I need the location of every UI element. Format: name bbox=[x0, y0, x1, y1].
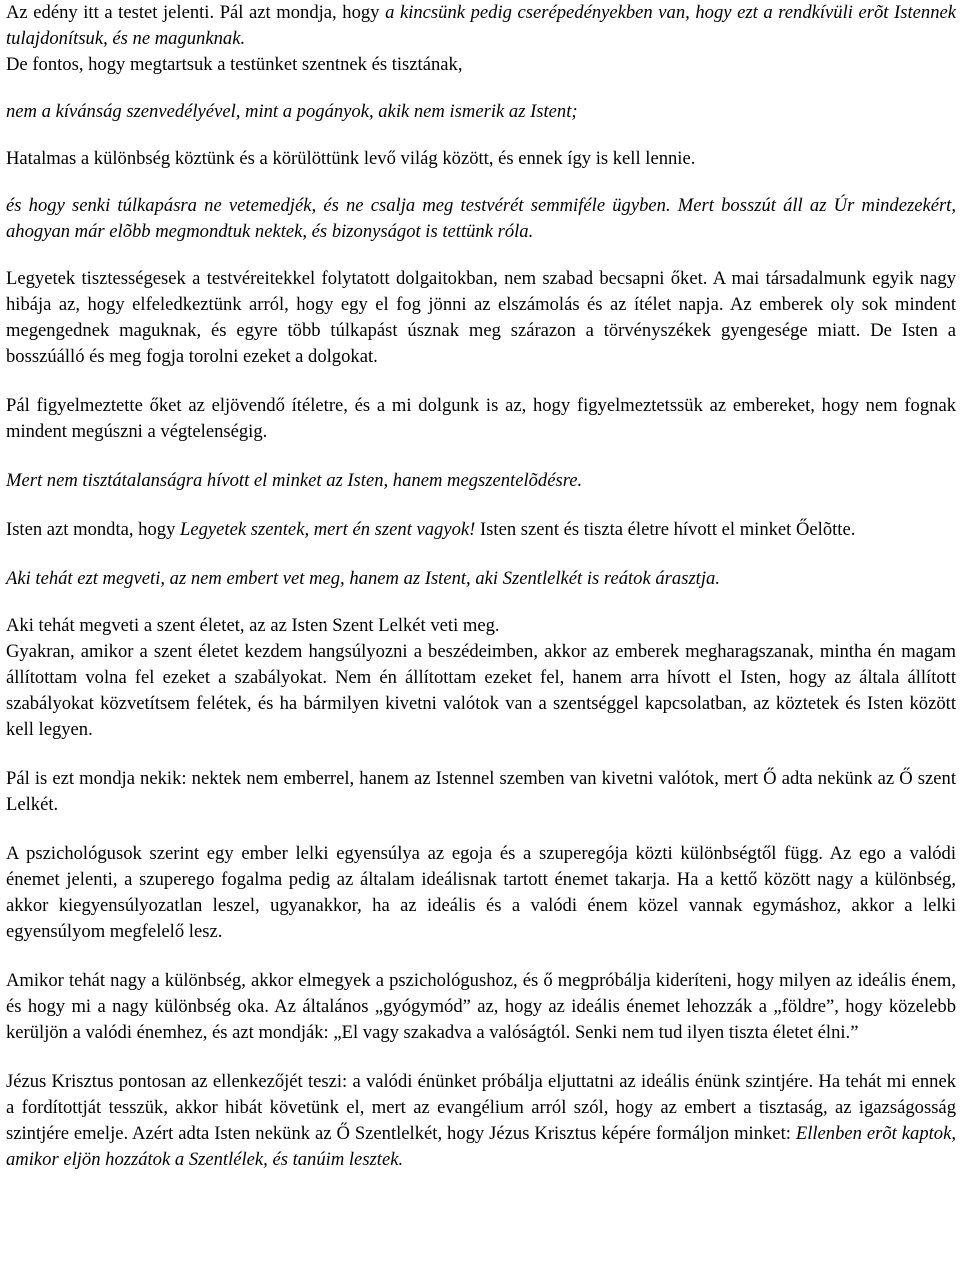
paragraph bbox=[6, 0, 956, 52]
body-text: Amikor tehát nagy a különbség, akkor elmegyek a pszichológushoz, és ő megpróbálja kideríteni, hogy milyen az ideális énem, és hogy mi a nagy különbség oka. Az általános „gyógymód” az, hogy az ideális énemet lehozzák a „földre”, hogy közelebb kerüljön a valódi énemhez, és azt mondják: „El vagy szakadva a valóságtól. Senki nem tud ilyen tiszta életet élni.” bbox=[6, 970, 956, 1043]
paragraph bbox=[6, 517, 956, 543]
paragraph bbox=[6, 193, 956, 245]
paragraph bbox=[6, 99, 956, 125]
quoted-scripture-text: Mert nem tisztátalanságra hívott el minket az Isten, hanem megszentelõdésre. bbox=[6, 470, 583, 491]
body-text: Jézus Krisztus pontosan az ellenkezőjét teszi: a valódi énünket próbálja eljuttatni az ideális énünk szintjére. Ha tehát mi ennek a fordítottját tesszük, akkor hibát követünk el, mert az evangélium arról szól, hogy az embert a tisztaság, az igazságosság szintjére emelje. Azért adta Isten nekünk az Ő Szentlelkét, hogy Jézus Krisztus képére formáljon minket: bbox=[6, 1071, 956, 1144]
body-text: A pszichológusok szerint egy ember lelki egyensúlya az egoja és a szuperegója közti különbségtől függ. Az ego a valódi énemet jelenti, a szuperego fogalma pedig az általam ideálisnak tartott énemet takarja. Ha a kettő között nagy a különbség, akkor kiegyensúlyozatlan leszel, ugyanakkor, ha az ideális és a valódi énem közel vannak egymáshoz, akkor a lelki egyensúlyom megfelelő lesz. bbox=[6, 843, 956, 942]
body-text: De fontos, hogy megtartsuk a testünket szentnek és tisztának, bbox=[6, 54, 463, 75]
body-text: Pál is ezt mondja nekik: nektek nem emberrel, hanem az Istennel szemben van kivetni valótok, mert Ő adta nekünk az Ő szent Lelkét. bbox=[6, 768, 956, 815]
paragraph bbox=[6, 841, 956, 945]
quoted-scripture-text: Ellenben erõt kaptok, amikor eljön hozzátok a Szentlélek, és tanúim lesztek. bbox=[6, 1123, 957, 1170]
paragraph bbox=[6, 146, 956, 172]
quoted-scripture-text: nem a kívánság szenvedélyével, mint a pogányok, akik nem ismerik az Istent; bbox=[6, 101, 578, 122]
paragraph bbox=[6, 52, 956, 78]
body-text: Isten szent és tiszta életre hívott el minket Őelõtte. bbox=[475, 519, 856, 540]
paragraph bbox=[6, 566, 956, 592]
quoted-scripture-text: a kincsünk pedig cserépedényekben van, hogy ezt a rendkívüli erõt Istennek tulajdonítsuk, és ne magunknak. bbox=[6, 2, 956, 49]
body-text: Isten azt mondta, hogy bbox=[6, 519, 181, 540]
body-text: Gyakran, amikor a szent életet kezdem hangsúlyozni a beszédeimben, akkor az emberek megharagszanak, mintha én magam állítottam volna fel ezeket a szabályokat. Nem én állítottam ezeket fel, hanem arra hívott el Isten, hogy az általa állított szabályokat közvetítsem felétek, és ha bármilyen kivetni valótok van a szentséggel kapcsolatban, az köztetek és Isten között kell legyen. bbox=[6, 641, 956, 740]
quoted-scripture-text: és hogy senki túlkapásra ne vetemedjék, és ne csalja meg testvérét semmiféle ügyben. Mert bosszút áll az Úr mindezekért, ahogyan már elõbb megmondtuk nektek, és bizonyságot is tettünk róla. bbox=[6, 195, 956, 242]
paragraph bbox=[6, 766, 956, 818]
body-text: Legyetek tisztességesek a testvéreitekkel folytatott dolgaitokban, nem szabad becsapni őket. A mai társadalmunk egyik nagy hibája az, hogy elfeledkeztünk arról, hogy egy el fog jönni az elszámolás és az ítélet napja. Az emberek oly sok mindent megengednek maguknak, és egyre több túlkapást úsznak meg szárazon a törvényszékek gyengesége miatt. De Isten a bosszúálló és meg fogja torolni ezeket a dolgokat. bbox=[6, 268, 956, 367]
quoted-scripture-text: Aki tehát ezt megveti, az nem embert vet meg, hanem az Istent, aki Szentlelkét is reátok árasztja. bbox=[6, 568, 720, 589]
body-text: Az edény itt a testet jelenti. Pál azt mondja, hogy bbox=[6, 2, 386, 23]
body-text: Hatalmas a különbség köztünk és a körülöttünk levő világ között, és ennek így is kell lennie. bbox=[6, 148, 696, 169]
paragraph bbox=[6, 266, 956, 370]
body-text: Aki tehát megveti a szent életet, az az Isten Szent Lelkét veti meg. bbox=[6, 615, 500, 636]
paragraph bbox=[6, 468, 956, 494]
paragraph bbox=[6, 393, 956, 445]
paragraph bbox=[6, 613, 956, 639]
paragraph bbox=[6, 1069, 956, 1173]
paragraph bbox=[6, 968, 956, 1046]
paragraph bbox=[6, 639, 956, 743]
quoted-scripture-text: Legyetek szentek, mert én szent vagyok! bbox=[180, 519, 476, 540]
body-text: Pál figyelmeztette őket az eljövendő ítéletre, és a mi dolgunk is az, hogy figyelmeztetssük az embereket, hogy nem fognak mindent megúszni a végtelenségig. bbox=[6, 395, 956, 442]
